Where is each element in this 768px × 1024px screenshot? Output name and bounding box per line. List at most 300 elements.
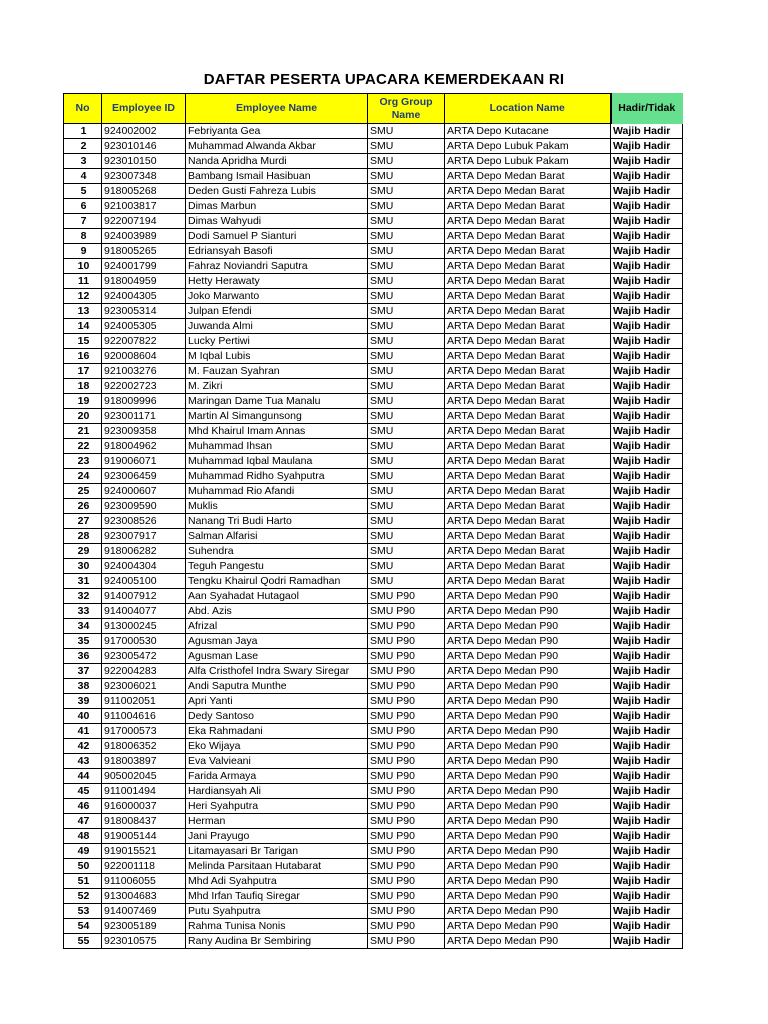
cell-hadir: Wajib Hadir [611, 769, 683, 784]
cell-org-group: SMU [368, 409, 445, 424]
cell-location: ARTA Depo Kutacane [445, 124, 611, 139]
cell-org-group: SMU P90 [368, 799, 445, 814]
cell-org-group: SMU [368, 514, 445, 529]
cell-org-group: SMU [368, 544, 445, 559]
table-row [64, 349, 683, 364]
cell-no: 22 [64, 439, 102, 454]
cell-hadir: Wajib Hadir [611, 214, 683, 229]
cell-org-group: SMU [368, 154, 445, 169]
header-no: No [64, 94, 102, 124]
cell-no: 47 [64, 814, 102, 829]
cell-hadir: Wajib Hadir [611, 589, 683, 604]
table-row [64, 184, 683, 199]
cell-location: ARTA Depo Medan Barat [445, 259, 611, 274]
table-row [64, 814, 683, 829]
cell-location: ARTA Depo Medan P90 [445, 919, 611, 934]
cell-employee-name: Joko Marwanto [186, 289, 368, 304]
cell-location: ARTA Depo Medan Barat [445, 379, 611, 394]
cell-org-group: SMU P90 [368, 619, 445, 634]
cell-no: 43 [64, 754, 102, 769]
cell-employee-id: 918006352 [102, 739, 186, 754]
cell-org-group: SMU [368, 169, 445, 184]
cell-org-group: SMU P90 [368, 889, 445, 904]
cell-hadir: Wajib Hadir [611, 844, 683, 859]
cell-employee-id: 918008437 [102, 814, 186, 829]
cell-no: 5 [64, 184, 102, 199]
cell-no: 45 [64, 784, 102, 799]
cell-hadir: Wajib Hadir [611, 454, 683, 469]
cell-employee-name: Aan Syahadat Hutagaol [186, 589, 368, 604]
cell-location: ARTA Depo Medan P90 [445, 859, 611, 874]
cell-employee-id: 924004305 [102, 289, 186, 304]
cell-hadir: Wajib Hadir [611, 604, 683, 619]
cell-hadir: Wajib Hadir [611, 544, 683, 559]
table-row [64, 859, 683, 874]
cell-no: 53 [64, 904, 102, 919]
cell-location: ARTA Depo Medan Barat [445, 214, 611, 229]
cell-employee-name: Febriyanta Gea [186, 124, 368, 139]
cell-employee-name: Andi Saputra Munthe [186, 679, 368, 694]
cell-org-group: SMU [368, 469, 445, 484]
cell-org-group: SMU [368, 484, 445, 499]
cell-location: ARTA Depo Medan P90 [445, 814, 611, 829]
cell-hadir: Wajib Hadir [611, 484, 683, 499]
table-row [64, 334, 683, 349]
cell-no: 54 [64, 919, 102, 934]
cell-no: 55 [64, 934, 102, 949]
cell-employee-name: Rany Audina Br Sembiring [186, 934, 368, 949]
cell-org-group: SMU P90 [368, 739, 445, 754]
cell-location: ARTA Depo Medan P90 [445, 589, 611, 604]
cell-hadir: Wajib Hadir [611, 289, 683, 304]
cell-hadir: Wajib Hadir [611, 274, 683, 289]
cell-location: ARTA Depo Medan Barat [445, 454, 611, 469]
table-row [64, 394, 683, 409]
cell-no: 40 [64, 709, 102, 724]
cell-org-group: SMU [368, 379, 445, 394]
cell-hadir: Wajib Hadir [611, 934, 683, 949]
cell-hadir: Wajib Hadir [611, 349, 683, 364]
cell-hadir: Wajib Hadir [611, 499, 683, 514]
cell-employee-id: 913004683 [102, 889, 186, 904]
table-row [64, 544, 683, 559]
cell-no: 10 [64, 259, 102, 274]
cell-hadir: Wajib Hadir [611, 259, 683, 274]
cell-no: 18 [64, 379, 102, 394]
cell-no: 39 [64, 694, 102, 709]
cell-employee-name: Eva Valvieani [186, 754, 368, 769]
cell-employee-name: Muhammad Rio Afandi [186, 484, 368, 499]
table-row [64, 169, 683, 184]
cell-hadir: Wajib Hadir [611, 229, 683, 244]
cell-org-group: SMU [368, 289, 445, 304]
cell-hadir: Wajib Hadir [611, 154, 683, 169]
cell-location: ARTA Depo Medan Barat [445, 469, 611, 484]
table-row [64, 514, 683, 529]
cell-hadir: Wajib Hadir [611, 679, 683, 694]
cell-location: ARTA Depo Medan Barat [445, 244, 611, 259]
cell-location: ARTA Depo Medan Barat [445, 499, 611, 514]
cell-org-group: SMU P90 [368, 649, 445, 664]
cell-org-group: SMU P90 [368, 784, 445, 799]
cell-hadir: Wajib Hadir [611, 514, 683, 529]
cell-employee-id: 905002045 [102, 769, 186, 784]
cell-employee-id: 923007917 [102, 529, 186, 544]
cell-employee-name: Muhammad Alwanda Akbar [186, 139, 368, 154]
cell-hadir: Wajib Hadir [611, 409, 683, 424]
cell-location: ARTA Depo Medan Barat [445, 289, 611, 304]
cell-employee-name: Bambang Ismail Hasibuan [186, 169, 368, 184]
cell-employee-name: Dedy Santoso [186, 709, 368, 724]
cell-hadir: Wajib Hadir [611, 139, 683, 154]
cell-location: ARTA Depo Medan P90 [445, 664, 611, 679]
cell-employee-name: Heri Syahputra [186, 799, 368, 814]
cell-location: ARTA Depo Medan Barat [445, 529, 611, 544]
table-row [64, 499, 683, 514]
cell-employee-id: 924001799 [102, 259, 186, 274]
cell-employee-id: 923010146 [102, 139, 186, 154]
cell-employee-name: Tengku Khairul Qodri Ramadhan [186, 574, 368, 589]
cell-employee-name: Mhd Irfan Taufiq Siregar [186, 889, 368, 904]
cell-org-group: SMU P90 [368, 604, 445, 619]
cell-employee-id: 923010575 [102, 934, 186, 949]
cell-employee-id: 914007912 [102, 589, 186, 604]
cell-employee-name: Maringan Dame Tua Manalu [186, 394, 368, 409]
cell-employee-name: Juwanda Almi [186, 319, 368, 334]
cell-hadir: Wajib Hadir [611, 904, 683, 919]
cell-no: 34 [64, 619, 102, 634]
cell-employee-id: 923005472 [102, 649, 186, 664]
page-title: DAFTAR PESERTA UPACARA KEMERDEKAAN RI [203, 71, 565, 88]
cell-location: ARTA Depo Medan Barat [445, 559, 611, 574]
cell-employee-name: Apri Yanti [186, 694, 368, 709]
header-location-name: Location Name [445, 94, 611, 124]
cell-no: 30 [64, 559, 102, 574]
table-row [64, 484, 683, 499]
cell-location: ARTA Depo Medan P90 [445, 799, 611, 814]
cell-employee-id: 920008604 [102, 349, 186, 364]
cell-employee-name: Agusman Jaya [186, 634, 368, 649]
cell-org-group: SMU P90 [368, 769, 445, 784]
cell-location: ARTA Depo Medan Barat [445, 229, 611, 244]
cell-org-group: SMU [368, 439, 445, 454]
table-row [64, 739, 683, 754]
cell-no: 38 [64, 679, 102, 694]
cell-location: ARTA Depo Medan Barat [445, 409, 611, 424]
table-row [64, 604, 683, 619]
cell-hadir: Wajib Hadir [611, 889, 683, 904]
table-row [64, 919, 683, 934]
cell-no: 16 [64, 349, 102, 364]
cell-location: ARTA Depo Medan Barat [445, 544, 611, 559]
cell-no: 46 [64, 799, 102, 814]
cell-hadir: Wajib Hadir [611, 814, 683, 829]
cell-employee-name: Farida Armaya [186, 769, 368, 784]
cell-org-group: SMU P90 [368, 874, 445, 889]
cell-employee-name: Putu Syahputra [186, 904, 368, 919]
cell-org-group: SMU P90 [368, 709, 445, 724]
table-row [64, 634, 683, 649]
cell-employee-name: Mhd Adi Syahputra [186, 874, 368, 889]
cell-org-group: SMU [368, 394, 445, 409]
table-row [64, 259, 683, 274]
cell-org-group: SMU P90 [368, 919, 445, 934]
cell-no: 32 [64, 589, 102, 604]
cell-employee-id: 918009996 [102, 394, 186, 409]
cell-no: 29 [64, 544, 102, 559]
table-row [64, 709, 683, 724]
cell-no: 13 [64, 304, 102, 319]
table-row [64, 229, 683, 244]
table-row [64, 754, 683, 769]
cell-no: 1 [64, 124, 102, 139]
cell-employee-id: 911006055 [102, 874, 186, 889]
cell-org-group: SMU [368, 319, 445, 334]
cell-org-group: SMU [368, 259, 445, 274]
cell-org-group: SMU P90 [368, 829, 445, 844]
cell-employee-name: Nanda Apridha Murdi [186, 154, 368, 169]
cell-location: ARTA Depo Medan P90 [445, 619, 611, 634]
cell-employee-name: Hardiansyah Ali [186, 784, 368, 799]
cell-employee-name: Fahraz Noviandri Saputra [186, 259, 368, 274]
table-row [64, 364, 683, 379]
cell-no: 51 [64, 874, 102, 889]
cell-hadir: Wajib Hadir [611, 634, 683, 649]
cell-employee-name: Alfa Cristhofel Indra Swary Siregar [186, 664, 368, 679]
cell-location: ARTA Depo Medan Barat [445, 169, 611, 184]
cell-org-group: SMU [368, 454, 445, 469]
cell-no: 21 [64, 424, 102, 439]
cell-no: 52 [64, 889, 102, 904]
cell-employee-name: Melinda Parsitaan Hutabarat [186, 859, 368, 874]
cell-hadir: Wajib Hadir [611, 709, 683, 724]
cell-hadir: Wajib Hadir [611, 694, 683, 709]
cell-location: ARTA Depo Medan P90 [445, 649, 611, 664]
table-row [64, 139, 683, 154]
cell-location: ARTA Depo Medan Barat [445, 349, 611, 364]
cell-employee-id: 918004962 [102, 439, 186, 454]
cell-hadir: Wajib Hadir [611, 874, 683, 889]
table-row [64, 454, 683, 469]
cell-org-group: SMU [368, 424, 445, 439]
cell-location: ARTA Depo Medan P90 [445, 874, 611, 889]
cell-no: 27 [64, 514, 102, 529]
cell-hadir: Wajib Hadir [611, 424, 683, 439]
cell-employee-id: 918005268 [102, 184, 186, 199]
cell-employee-id: 923006021 [102, 679, 186, 694]
cell-org-group: SMU P90 [368, 844, 445, 859]
cell-location: ARTA Depo Medan P90 [445, 634, 611, 649]
cell-hadir: Wajib Hadir [611, 649, 683, 664]
cell-location: ARTA Depo Medan P90 [445, 709, 611, 724]
cell-location: ARTA Depo Medan P90 [445, 934, 611, 949]
cell-org-group: SMU [368, 184, 445, 199]
table-row [64, 889, 683, 904]
cell-location: ARTA Depo Medan Barat [445, 199, 611, 214]
table-row [64, 529, 683, 544]
cell-employee-name: Herman [186, 814, 368, 829]
cell-employee-name: Dimas Wahyudi [186, 214, 368, 229]
cell-employee-name: Muhammad Ihsan [186, 439, 368, 454]
cell-employee-name: M Iqbal Lubis [186, 349, 368, 364]
cell-no: 31 [64, 574, 102, 589]
cell-location: ARTA Depo Medan Barat [445, 574, 611, 589]
cell-employee-name: Lucky Pertiwi [186, 334, 368, 349]
cell-employee-id: 918005265 [102, 244, 186, 259]
cell-employee-id: 924005100 [102, 574, 186, 589]
cell-employee-id: 922007194 [102, 214, 186, 229]
cell-no: 44 [64, 769, 102, 784]
cell-no: 17 [64, 364, 102, 379]
cell-hadir: Wajib Hadir [611, 124, 683, 139]
cell-location: ARTA Depo Medan Barat [445, 484, 611, 499]
cell-org-group: SMU P90 [368, 859, 445, 874]
cell-hadir: Wajib Hadir [611, 829, 683, 844]
cell-employee-name: Dimas Marbun [186, 199, 368, 214]
table-row [64, 874, 683, 889]
cell-location: ARTA Depo Medan P90 [445, 679, 611, 694]
cell-employee-id: 922004283 [102, 664, 186, 679]
cell-employee-id: 923006459 [102, 469, 186, 484]
cell-employee-name: Muhammad Ridho Syahputra [186, 469, 368, 484]
cell-hadir: Wajib Hadir [611, 724, 683, 739]
cell-location: ARTA Depo Medan P90 [445, 724, 611, 739]
table-row [64, 799, 683, 814]
cell-location: ARTA Depo Lubuk Pakam [445, 154, 611, 169]
cell-hadir: Wajib Hadir [611, 244, 683, 259]
table-row [64, 619, 683, 634]
cell-location: ARTA Depo Medan Barat [445, 304, 611, 319]
header-employee-id: Employee ID [102, 94, 186, 124]
cell-org-group: SMU P90 [368, 664, 445, 679]
cell-hadir: Wajib Hadir [611, 304, 683, 319]
cell-employee-name: Agusman Lase [186, 649, 368, 664]
cell-employee-id: 924000607 [102, 484, 186, 499]
cell-employee-name: Julpan Efendi [186, 304, 368, 319]
cell-no: 2 [64, 139, 102, 154]
cell-no: 6 [64, 199, 102, 214]
cell-org-group: SMU [368, 229, 445, 244]
cell-employee-name: Teguh Pangestu [186, 559, 368, 574]
cell-org-group: SMU [368, 574, 445, 589]
cell-no: 8 [64, 229, 102, 244]
cell-org-group: SMU P90 [368, 754, 445, 769]
cell-hadir: Wajib Hadir [611, 859, 683, 874]
cell-employee-id: 917000573 [102, 724, 186, 739]
cell-no: 35 [64, 634, 102, 649]
cell-location: ARTA Depo Medan Barat [445, 514, 611, 529]
cell-location: ARTA Depo Medan Barat [445, 334, 611, 349]
cell-location: ARTA Depo Medan Barat [445, 439, 611, 454]
cell-hadir: Wajib Hadir [611, 334, 683, 349]
cell-hadir: Wajib Hadir [611, 784, 683, 799]
cell-location: ARTA Depo Medan P90 [445, 904, 611, 919]
cell-employee-name: Rahma Tunisa Nonis [186, 919, 368, 934]
cell-location: ARTA Depo Lubuk Pakam [445, 139, 611, 154]
cell-employee-name: Mhd Khairul Imam Annas [186, 424, 368, 439]
cell-location: ARTA Depo Medan P90 [445, 604, 611, 619]
cell-no: 37 [64, 664, 102, 679]
cell-org-group: SMU [368, 349, 445, 364]
table-row [64, 214, 683, 229]
table-header-row [64, 94, 683, 124]
cell-location: ARTA Depo Medan P90 [445, 739, 611, 754]
cell-employee-id: 923008526 [102, 514, 186, 529]
cell-org-group: SMU [368, 244, 445, 259]
cell-org-group: SMU [368, 124, 445, 139]
cell-employee-name: Eka Rahmadani [186, 724, 368, 739]
cell-employee-name: M. Fauzan Syahran [186, 364, 368, 379]
cell-org-group: SMU [368, 364, 445, 379]
cell-employee-id: 916000037 [102, 799, 186, 814]
cell-hadir: Wajib Hadir [611, 439, 683, 454]
table-row [64, 319, 683, 334]
cell-employee-name: Suhendra [186, 544, 368, 559]
cell-org-group: SMU [368, 499, 445, 514]
table-row [64, 934, 683, 949]
cell-no: 19 [64, 394, 102, 409]
cell-no: 48 [64, 829, 102, 844]
cell-org-group: SMU [368, 199, 445, 214]
cell-hadir: Wajib Hadir [611, 919, 683, 934]
cell-location: ARTA Depo Medan P90 [445, 829, 611, 844]
cell-hadir: Wajib Hadir [611, 574, 683, 589]
cell-employee-id: 923005314 [102, 304, 186, 319]
cell-employee-id: 918004959 [102, 274, 186, 289]
cell-location: ARTA Depo Medan P90 [445, 844, 611, 859]
table-row [64, 784, 683, 799]
cell-no: 15 [64, 334, 102, 349]
cell-employee-id: 921003817 [102, 199, 186, 214]
cell-employee-id: 913000245 [102, 619, 186, 634]
cell-org-group: SMU [368, 334, 445, 349]
cell-no: 25 [64, 484, 102, 499]
header-org-group-name: Org Group Name [368, 94, 445, 124]
cell-employee-name: Nanang Tri Budi Harto [186, 514, 368, 529]
cell-no: 20 [64, 409, 102, 424]
cell-employee-name: Muklis [186, 499, 368, 514]
cell-location: ARTA Depo Medan Barat [445, 364, 611, 379]
cell-employee-id: 919006071 [102, 454, 186, 469]
header-hadir-tidak: Hadir/Tidak [611, 94, 683, 124]
cell-org-group: SMU [368, 529, 445, 544]
cell-no: 33 [64, 604, 102, 619]
table-row [64, 124, 683, 139]
cell-hadir: Wajib Hadir [611, 199, 683, 214]
cell-no: 23 [64, 454, 102, 469]
table-row [64, 304, 683, 319]
cell-location: ARTA Depo Medan Barat [445, 274, 611, 289]
cell-employee-name: Salman Alfarisi [186, 529, 368, 544]
cell-location: ARTA Depo Medan P90 [445, 754, 611, 769]
cell-employee-name: Dodi Samuel P Sianturi [186, 229, 368, 244]
cell-employee-id: 914004077 [102, 604, 186, 619]
cell-no: 26 [64, 499, 102, 514]
cell-org-group: SMU P90 [368, 694, 445, 709]
cell-hadir: Wajib Hadir [611, 394, 683, 409]
cell-employee-id: 924005305 [102, 319, 186, 334]
cell-employee-name: M. Zikri [186, 379, 368, 394]
table-row [64, 769, 683, 784]
table-row [64, 574, 683, 589]
cell-employee-id: 923007348 [102, 169, 186, 184]
table-row [64, 379, 683, 394]
cell-org-group: SMU [368, 139, 445, 154]
header-employee-name: Employee Name [186, 94, 368, 124]
table-row [64, 469, 683, 484]
cell-location: ARTA Depo Medan Barat [445, 394, 611, 409]
cell-no: 42 [64, 739, 102, 754]
